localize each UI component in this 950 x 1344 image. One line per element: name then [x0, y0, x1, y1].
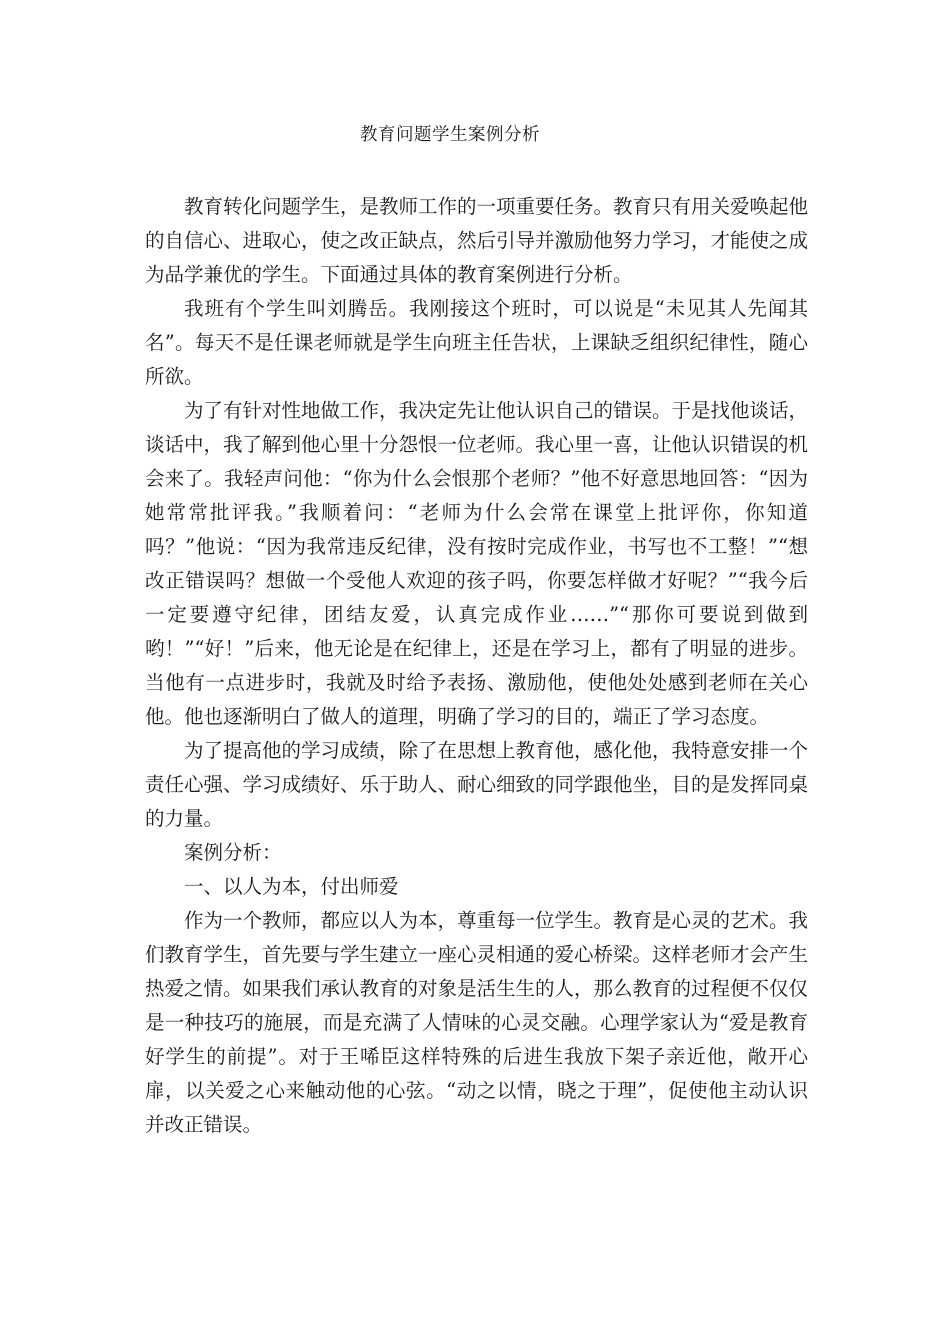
document-body [145, 190, 808, 1142]
document-title: 教育问题学生案例分析 [360, 125, 540, 145]
paragraph-intro: 教育转化问题学生，是教师工作的一项重要任务。教育只有用关爱唤起他的自信心、进取心，使之改正缺点，然后引导并激励他努力学习，才能使之成为品学兼优的学生。下面通过具体的教育案例进行分析。 [145, 195, 809, 286]
paragraph-conversation: 为了有针对性地做工作，我决定先让他认识自己的错误。于是找他谈话，谈话中，我了解到他心里十分怨恨一位老师。我心里一喜，让他认识错误的机会来了。我轻声问他：“你为什么会恨那个老师？”他不好意思地回答：“因为她常常批评我。”我顺着问：“老师为什么会常在课堂上批评你，你知道吗？”他说：“因为我常违反纪律，没有按时完成作业，书写也不工整！”“想改正错误吗？想做一个受他人欢迎的孩子吗，你要怎样做才好呢？”“我今后一定要遵守纪律，团结友爱，认真完成作业……”“那你可要说到做到哟！”“好！”后来，他无论是在纪律上，还是在学习上，都有了明显的进步。当他有一点进步时，我就及时给予表扬、激励他，使他处处感到老师在关心他。他也逐渐明白了做人的道理，明确了学习的目的，端正了学习态度。 [145, 399, 809, 728]
paragraph-section-heading-1: 一、以人为本，付出师爱 [184, 875, 399, 898]
paragraph-student-background: 我班有个学生叫刘腾岳。我刚接这个班时，可以说是“未见其人先闻其名”。每天不是任课老师就是学生向班主任告状，上课缺乏组织纪律性，随心所欲。 [145, 297, 808, 388]
paragraph-deskmate: 为了提高他的学习成绩，除了在思想上教育他，感化他，我特意安排一个责任心强、学习成绩好、乐于助人、耐心细致的同学跟他坐，目的是发挥同桌的力量。 [145, 739, 809, 830]
paragraph-analysis-heading: 案例分析： [184, 841, 282, 864]
paragraph-section-body-1: 作为一个教师，都应以人为本，尊重每一位学生。教育是心灵的艺术。我们教育学生，首先要与学生建立一座心灵相通的爱心桥梁。这样老师才会产生热爱之情。如果我们承认教育的对象是活生生的人，那么教育的过程便不仅仅是一种技巧的施展，而是充满了人情味的心灵交融。心理学家认为“爱是教育好学生的前提”。对于王唏臣这样特殊的后进生我放下架子亲近他，敞开心扉，以关爱之心来触动他的心弦。“动之以情，晓之于理”，促使他主动认识并改正错误。 [145, 909, 809, 1136]
